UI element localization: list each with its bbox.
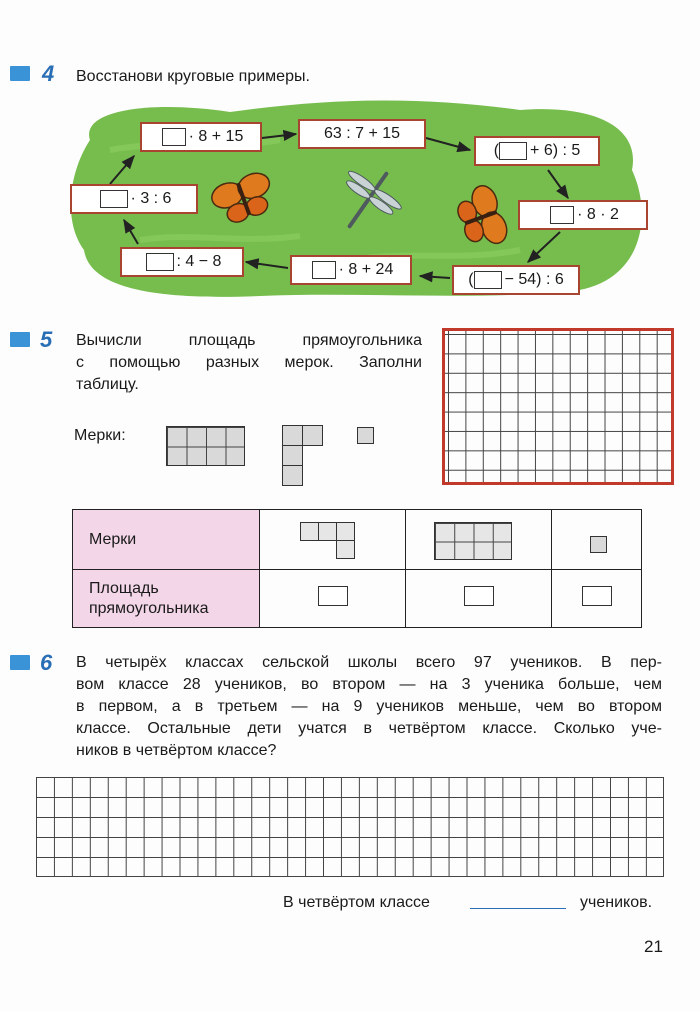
page-number: 21 xyxy=(644,937,663,956)
rectangle-grid xyxy=(442,328,674,485)
task6-text-line: В четырёх классах сельской школы всего 97 учеников. В пер- xyxy=(76,654,662,671)
table-cell-measure xyxy=(552,510,642,570)
task5-text-line: таблицу. xyxy=(76,376,139,393)
measures-label: Мерки: xyxy=(74,427,126,444)
answer-line[interactable] xyxy=(470,908,566,909)
example-box: ( + 6) : 5 xyxy=(474,136,600,166)
task6-text-line: в первом, а в третьем — на 9 учеников меньше, чем во втором xyxy=(76,698,662,715)
answer-blank[interactable] xyxy=(499,142,527,160)
answer-blank[interactable] xyxy=(146,253,174,271)
measure-l-shape xyxy=(282,445,303,466)
table-cell-measure xyxy=(260,510,406,570)
example-box: : 4 − 8 xyxy=(120,247,244,277)
table-cell-measure xyxy=(406,510,552,570)
example-box: 63 : 7 + 15 xyxy=(298,119,426,149)
task5-number: 5 xyxy=(40,327,53,352)
answer-suffix: учеников. xyxy=(580,894,653,911)
task5-text-line: с помощью разных мерок. Заполни xyxy=(76,354,422,371)
example-box: · 8 + 24 xyxy=(290,255,412,285)
task4-number: 4 xyxy=(42,61,55,86)
measure-l-shape xyxy=(302,425,323,446)
measure-l-shape xyxy=(282,465,303,486)
task5-marker xyxy=(10,332,30,347)
answer-prefix: В четвёртом классе xyxy=(283,894,430,911)
measure-square xyxy=(357,427,374,444)
example-box: · 3 : 6 xyxy=(70,184,198,214)
example-box: ( − 54) : 6 xyxy=(452,265,580,295)
answer-box[interactable] xyxy=(464,586,494,606)
table-row-label: Площадь прямоугольника xyxy=(73,570,260,628)
answer-blank[interactable] xyxy=(162,128,186,146)
task6-number: 6 xyxy=(40,650,53,675)
example-box: · 8 + 15 xyxy=(140,122,262,152)
task4-title: Восстанови круговые примеры. xyxy=(76,68,310,85)
table-row-label: Мерки xyxy=(73,510,260,570)
answer-box[interactable] xyxy=(318,586,348,606)
example-box: · 8 · 2 xyxy=(518,200,648,230)
task6-text-line: ников в четвёртом классе? xyxy=(76,742,277,759)
work-grid[interactable] xyxy=(36,777,664,877)
answer-box[interactable] xyxy=(582,586,612,606)
answer-blank[interactable] xyxy=(312,261,336,279)
task6-marker xyxy=(10,655,30,670)
task6-text-line: вом классе 28 учеников, во втором — на 3 ученика больше, чем xyxy=(76,676,662,693)
table-answer-cell xyxy=(552,570,642,628)
measure-l-shape xyxy=(282,425,303,446)
measure-rect-8 xyxy=(166,426,245,466)
task6-text-line: классе. Остальные дети учатся в четвёртом классе. Сколько уче- xyxy=(76,720,662,737)
answer-blank[interactable] xyxy=(550,206,574,224)
answer-blank[interactable] xyxy=(474,271,502,289)
task5-text-line: Вычисли площадь прямоугольника xyxy=(76,332,422,349)
answer-blank[interactable] xyxy=(100,190,128,208)
measures-table xyxy=(72,509,642,628)
table-answer-cell xyxy=(260,570,406,628)
table-answer-cell xyxy=(406,570,552,628)
